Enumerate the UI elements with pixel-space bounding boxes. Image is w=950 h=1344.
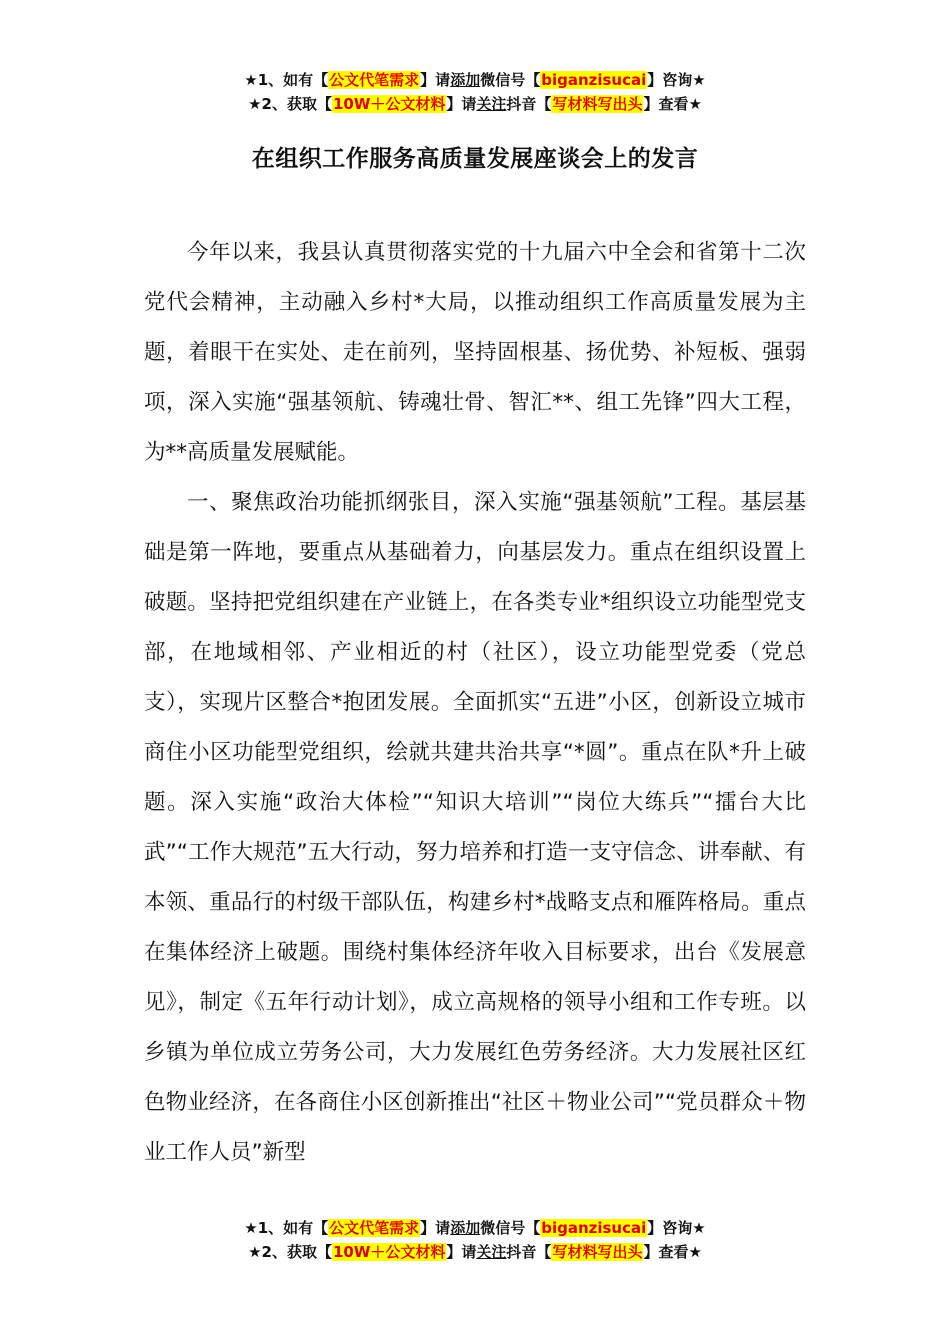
- highlight-douyin-account: 写材料写出头: [552, 1243, 643, 1261]
- banner-text: ★2、获取【: [248, 95, 332, 113]
- top-banner: [0, 68, 950, 116]
- banner-text: 】请: [446, 95, 477, 113]
- banner-line-2: [0, 92, 950, 116]
- paragraph-section-1: 一、聚焦政治功能抓纲张目，深入实施“强基领航”工程。基层基础是第一阵地，要重点从基础着力，向基层发力。重点在组织设置上破题。坚持把党组织建在产业链上，在各类专业*组织设立功能型党支部，在地域相邻、产业相近的村（社区），设立功能型党委（党总支），实现片区整合*抱团发展。全面抓实“五进”小区，创新设立城市商住小区功能型党组织，绘就共建共治共享“*圆”。重点在队*升上破题。深入实施“政治大体检”“知识大培训”“岗位大练兵”“擂台大比武”“工作大规范”五大行动，努力培养和打造一支守信念、讲奉献、有本领、重品行的村级干部队伍，构建乡村*战略支点和雁阵格局。重点在集体经济上破题。围绕村集体经济年收入目标要求，出台《发展意见》，制定《五年行动计划》，成立高规格的领导小组和工作专班。以乡镇为单位成立劳务公司，大力发展红色劳务经济。大力发展社区红色物业经济，在各商住小区创新推出“社区＋物业公司”“党员群众＋物业工作人员”新型: [144, 490, 806, 1165]
- banner-underlined-word: 关注: [476, 1243, 507, 1261]
- document-body: [144, 228, 806, 1178]
- document-title: 在组织工作服务高质量发展座谈会上的发言: [251, 146, 699, 172]
- banner-text: ★1、如有【: [244, 71, 329, 89]
- bottom-banner: [0, 1216, 950, 1264]
- banner-text: 抖音【: [506, 95, 552, 113]
- highlight-douyin-account: 写材料写出头: [552, 95, 643, 113]
- banner-line-1: [0, 68, 950, 92]
- highlight-materials: 10W＋公文材料: [332, 1243, 446, 1261]
- banner-text: ★2、获取【: [248, 1243, 332, 1261]
- highlight-service: 公文代笔需求: [329, 1219, 420, 1237]
- banner-line-2: [0, 1240, 950, 1264]
- banner-text: 】查看★: [643, 95, 702, 113]
- highlight-wechat-id: biganzisucai: [541, 71, 647, 89]
- banner-underlined-word: 添加: [450, 71, 481, 89]
- banner-underlined-word: 关注: [476, 95, 507, 113]
- banner-text: 微信号【: [480, 71, 541, 89]
- banner-text: 】请: [446, 1243, 477, 1261]
- banner-text: 】查看★: [643, 1243, 702, 1261]
- banner-text: 】咨询★: [647, 71, 706, 89]
- banner-text: 】请: [420, 71, 451, 89]
- banner-line-1: [0, 1216, 950, 1240]
- banner-text: 微信号【: [480, 1219, 541, 1237]
- banner-text: ★1、如有【: [244, 1219, 329, 1237]
- paragraph-intro: 今年以来，我县认真贯彻落实党的十九届六中全会和省第十二次党代会精神，主动融入乡村*大局，以推动组织工作高质量发展为主题，着眼干在实处、走在前列，坚持固根基、扬优势、补短板、强弱项，深入实施“强基领航、铸魂壮骨、智汇**、组工先锋”四大工程，为**高质量发展赋能。: [144, 240, 806, 465]
- highlight-service: 公文代笔需求: [329, 71, 420, 89]
- banner-text: 抖音【: [506, 1243, 552, 1261]
- banner-text: 】咨询★: [647, 1219, 706, 1237]
- highlight-wechat-id: biganzisucai: [541, 1219, 647, 1237]
- highlight-materials: 10W＋公文材料: [332, 95, 446, 113]
- banner-text: 】请: [420, 1219, 451, 1237]
- banner-underlined-word: 添加: [450, 1219, 481, 1237]
